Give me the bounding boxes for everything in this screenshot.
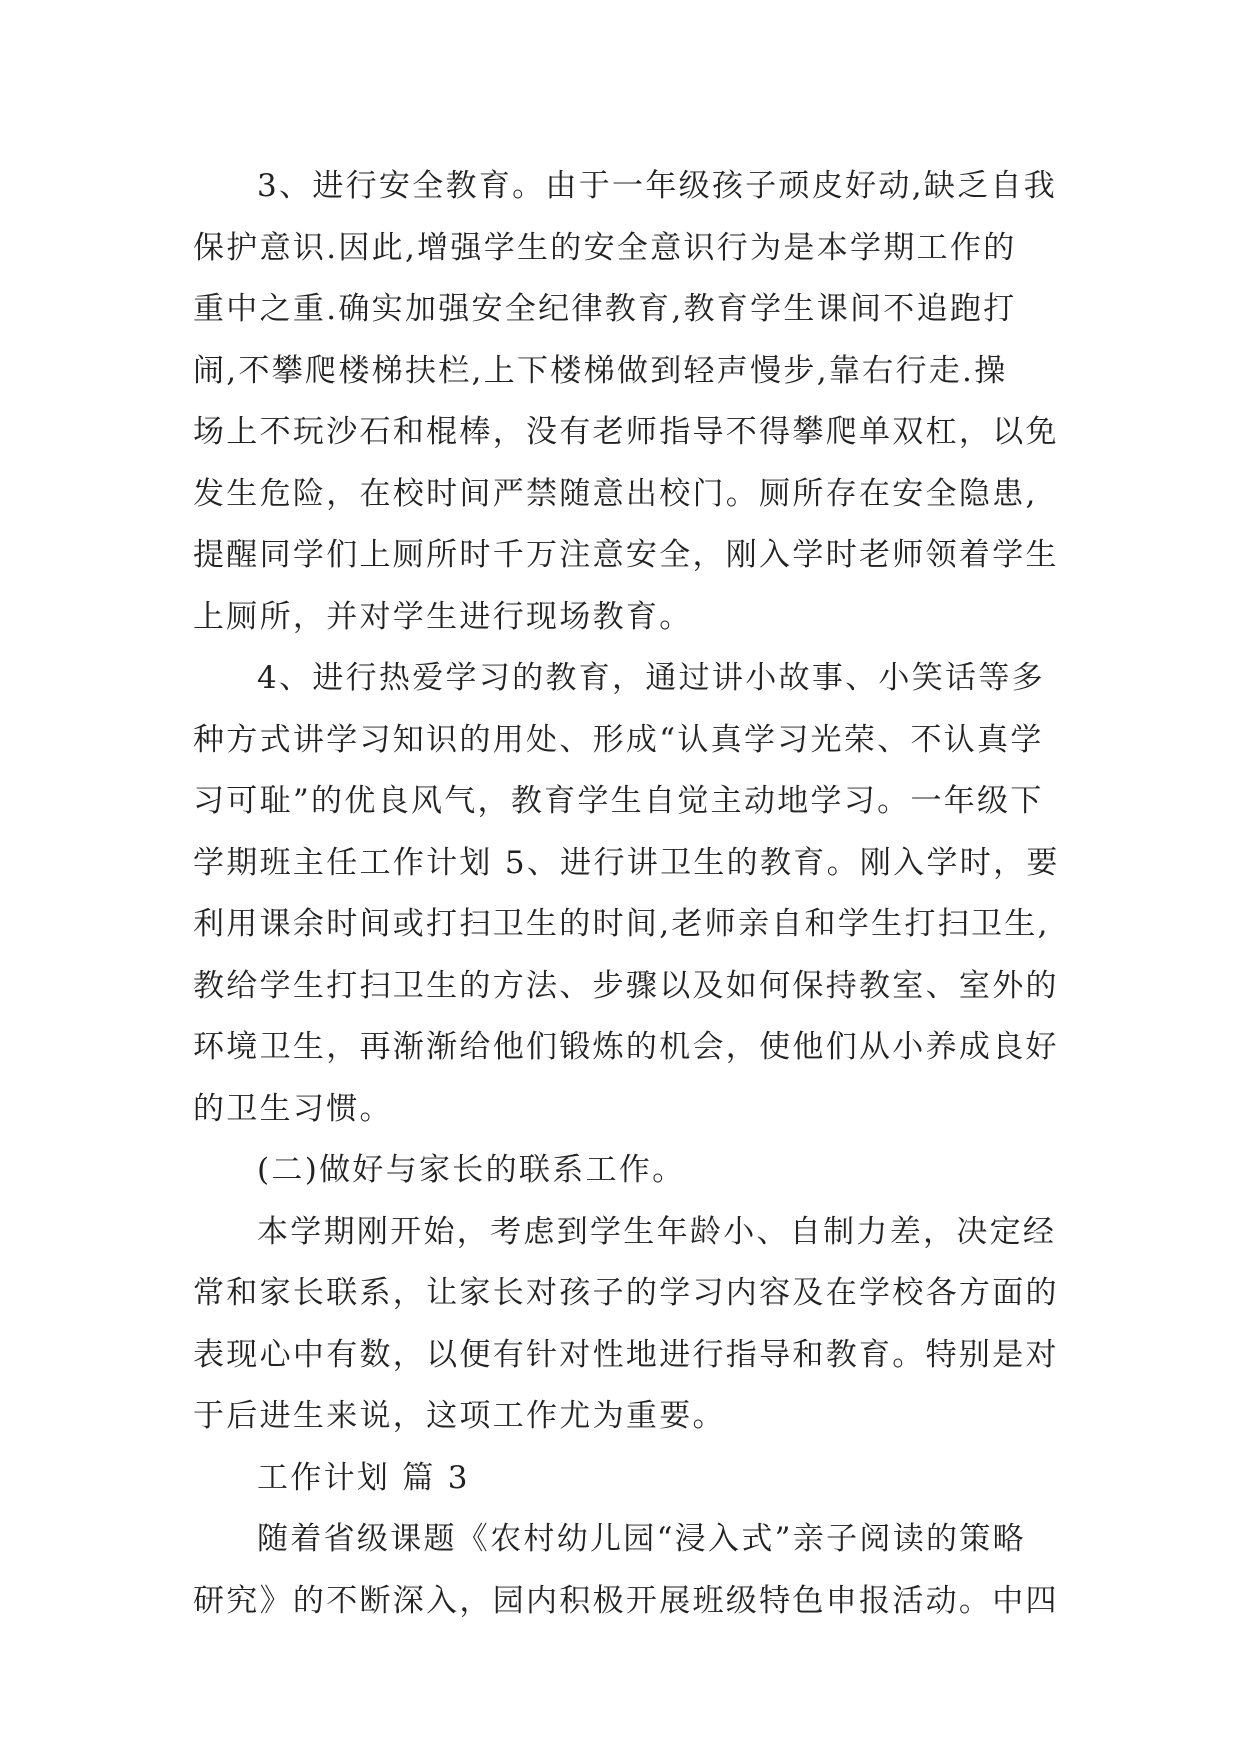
- document-body: [193, 156, 1060, 1632]
- text-line: 提醒同学们上厕所时千万注意安全，刚入学时老师领着学生: [193, 537, 1059, 573]
- text-line: 常和家长联系，让家长对孩子的学习内容及在学校各方面的: [193, 1275, 1059, 1311]
- text-line: 上厕所，并对学生进行现场教育。: [193, 598, 693, 635]
- text-line: 种方式讲学习知识的用处、形成“认真学习光荣、不认真学: [193, 721, 1044, 758]
- text-line: 于后进生来说，这项工作尤为重要。: [193, 1398, 726, 1434]
- text-line: 4、进行热爱学习的教育，通过讲小故事、小笑话等多: [257, 660, 1045, 696]
- text-line: 学期班主任工作计划 5、进行讲卫生的教育。刚入学时，要: [193, 844, 1060, 881]
- text-line: 研究》的不断深入，园内积极开展班级特色申报活动。中四: [193, 1582, 1059, 1619]
- text-line: 环境卫生，再渐渐给他们锻炼的机会，使他们从小养成良好: [193, 1029, 1059, 1065]
- text-line: 表现心中有数，以便有针对性地进行指导和教育。特别是对: [193, 1336, 1059, 1373]
- section-heading: (二)做好与家长的联系工作。: [257, 1152, 686, 1188]
- text-line: 3、进行安全教育。由于一年级孩子顽皮好动,缺乏自我: [257, 168, 1058, 204]
- text-line: 发生危险，在校时间严禁随意出校门。厕所存在安全隐患,: [193, 475, 1038, 512]
- text-line: 保护意识.因此,增强学生的安全意识行为是本学期工作的: [193, 229, 1017, 266]
- text-line: 本学期刚开始，考虑到学生年龄小、自制力差，决定经: [257, 1213, 1057, 1250]
- section-heading: 工作计划 篇 3: [257, 1459, 470, 1496]
- text-line: 闹,不攀爬楼梯扶栏,上下楼梯做到轻声慢步,靠右行走.操: [193, 352, 1008, 389]
- text-line: 重中之重.确实加强安全纪律教育,教育学生课间不追跑打: [193, 291, 1017, 327]
- text-line: 习可耻”的优良风气，教育学生自觉主动地学习。一年级下: [193, 783, 1044, 819]
- text-line: 场上不玩沙石和棍棒，没有老师指导不得攀爬单双杠，以免: [193, 414, 1059, 450]
- text-line: 利用课余时间或打扫卫生的时间,老师亲自和学生打扫卫生,: [193, 906, 1050, 942]
- text-line: 随着省级课题《农村幼儿园“浸入式”亲子阅读的策略: [257, 1521, 1026, 1557]
- text-line: 教给学生打扫卫生的方法、步骤以及如何保持教室、室外的: [193, 967, 1059, 1004]
- text-line: 的卫生习惯。: [193, 1090, 393, 1127]
